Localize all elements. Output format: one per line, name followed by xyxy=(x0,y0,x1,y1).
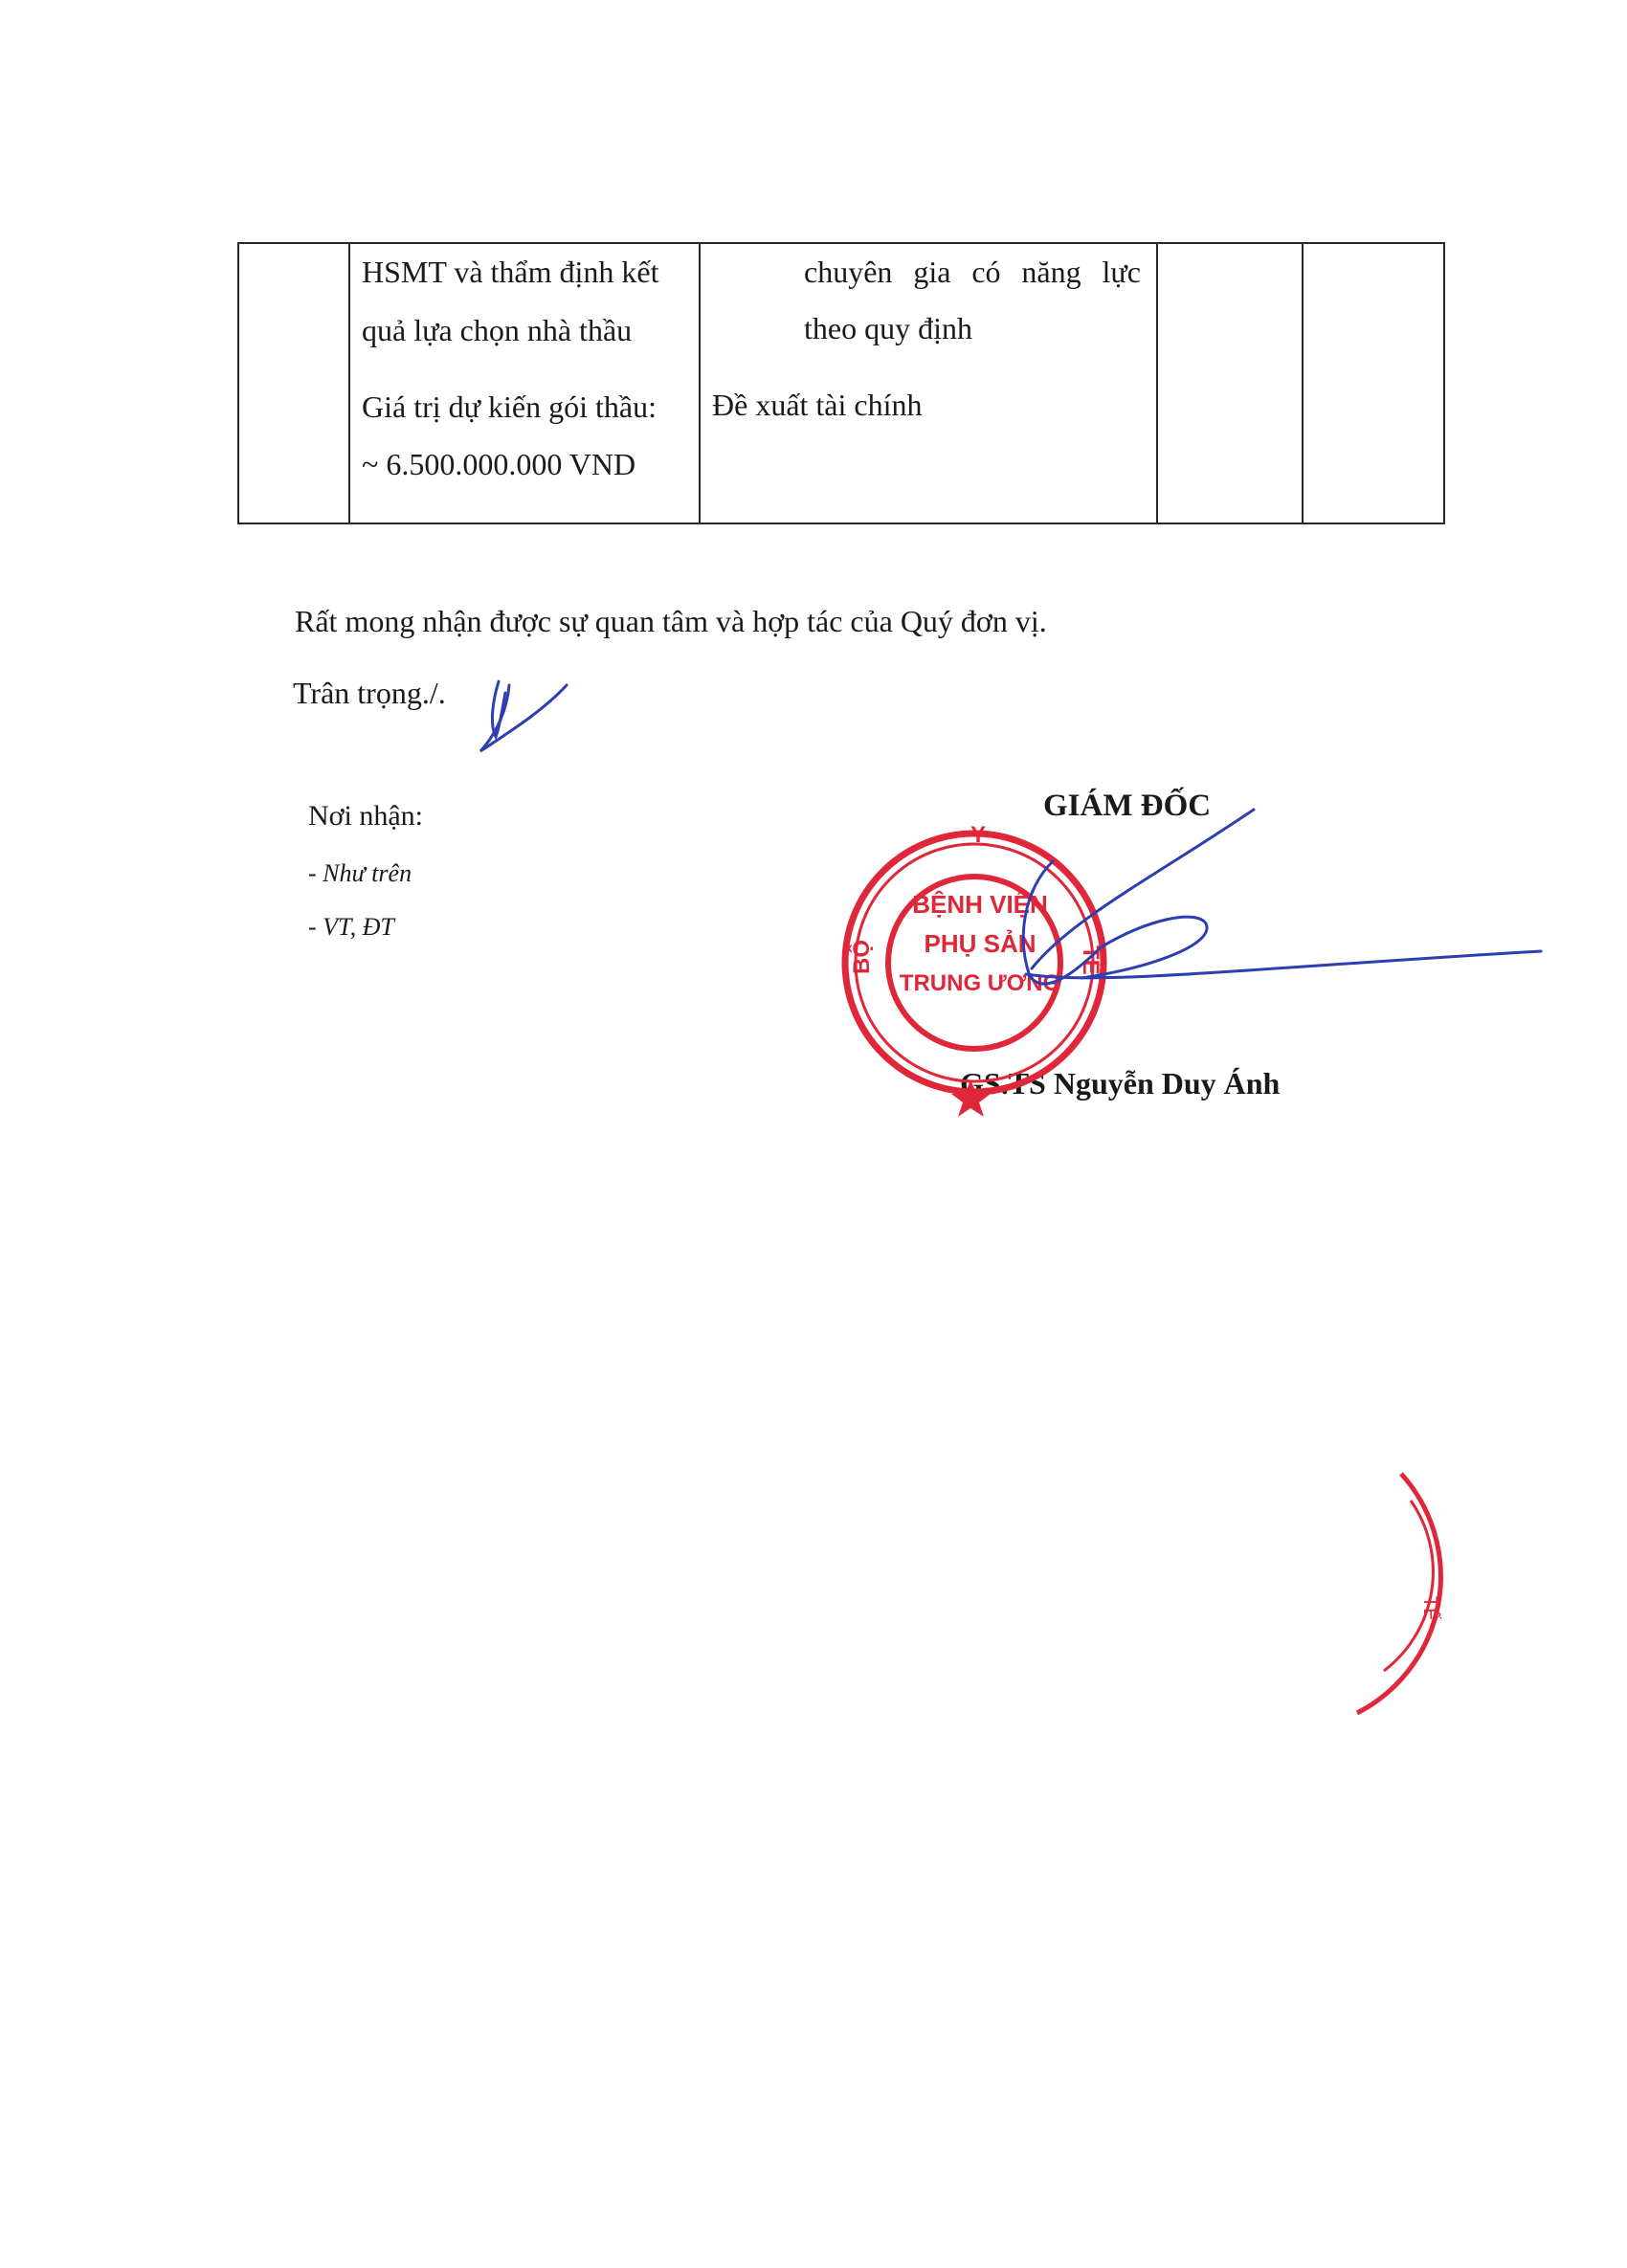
official-stamp xyxy=(845,822,1104,1117)
closing-line: Rất mong nhận được sự quan tâm và hợp tác của Quý đơn vị. xyxy=(295,604,1047,638)
partial-seal-outer-arc xyxy=(1357,1474,1440,1713)
recipient-item: - VT, ĐT xyxy=(308,913,394,941)
table-cell-word: gia xyxy=(913,255,951,289)
stamp-outer-ring xyxy=(845,834,1103,1092)
closing-salutation: Trân trọng./. xyxy=(293,676,446,710)
stamp-left-letters: BỘ xyxy=(849,940,875,974)
stamp-outer-ring-inner xyxy=(856,844,1093,1081)
stamp-top-letter: Y xyxy=(970,822,987,848)
stamp-star-icon xyxy=(951,1079,991,1117)
table-cell-word: chuyên xyxy=(804,255,893,289)
table-cell-line: Đề xuất tài chính xyxy=(712,388,923,422)
stamp-center-line: BỆNH VIỆN xyxy=(912,890,1048,919)
table-cell-line: quả lựa chọn nhà thầu xyxy=(362,313,633,347)
table-cell-line: Giá trị dự kiến gói thầu: xyxy=(362,389,657,424)
stamp-center-line: TRUNG ƯƠNG xyxy=(899,970,1061,996)
stamp-right-letters: TẾ xyxy=(1078,945,1103,975)
stamp-center-line: PHỤ SẢN xyxy=(924,929,1036,958)
partial-seal-text: TẾ xyxy=(1419,1596,1440,1621)
signer-name: GS.TS Nguyễn Duy Ánh xyxy=(960,1066,1281,1101)
director-title: GIÁM ĐỐC xyxy=(1043,789,1212,823)
table-cell-word: có xyxy=(971,255,1001,289)
table-cell-word: năng xyxy=(1021,255,1081,289)
table-cell-line: theo quy định xyxy=(804,311,972,345)
table-cell-line: HSMT và thẩm định kết xyxy=(362,255,659,289)
table-cell-word: lực xyxy=(1102,255,1141,289)
recipient-item: - Như trên xyxy=(308,859,412,887)
partial-seal xyxy=(1357,1474,1441,1713)
initial-mark xyxy=(480,681,567,751)
recipients-label: Nơi nhận: xyxy=(308,800,424,832)
table-cell-line: ~ 6.500.000.000 VND xyxy=(362,447,636,481)
